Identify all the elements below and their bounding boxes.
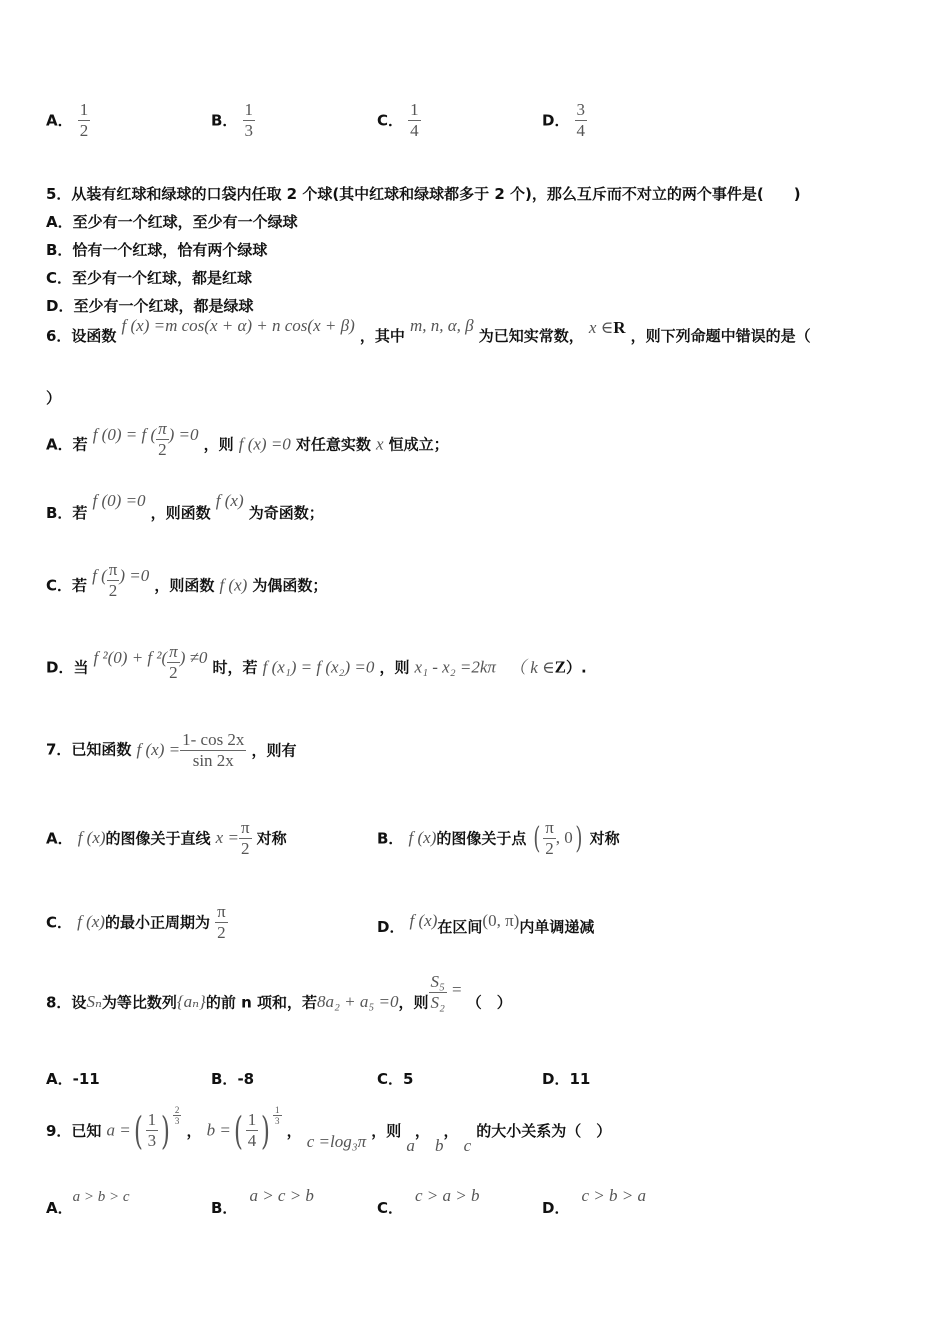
option-letter: C．	[377, 1070, 404, 1088]
option-text: 的最小正周期为	[104, 913, 210, 932]
math-expr: x₁ - x₂ =2kπ	[414, 657, 496, 677]
q6-option-a[interactable]	[46, 419, 449, 465]
math-expr: a =	[106, 1120, 131, 1140]
math-expr: b =	[206, 1120, 231, 1140]
fraction: $\frac{3}{4}$	[576, 100, 586, 140]
fraction: $\frac{\pi}{2}$	[217, 902, 226, 942]
fraction: $\frac{1}{2}$	[79, 100, 89, 140]
q6-domain: x ∈	[588, 318, 614, 337]
fraction: $\frac{\pi}{2}$	[158, 419, 167, 459]
q6-option-d[interactable]	[46, 642, 587, 688]
fraction: $\frac{\pi}{2}$	[545, 818, 554, 858]
option-value: 11	[569, 1070, 591, 1088]
math-var: c	[463, 1136, 472, 1155]
option-text: 为偶函数；	[252, 576, 328, 595]
option-letter: C．	[46, 913, 73, 932]
q7-number: 7．已知函数	[46, 740, 132, 759]
left-paren: (	[133, 1108, 143, 1153]
option-text: 对任意实数	[295, 435, 371, 454]
q8-option-a[interactable]	[46, 1068, 100, 1089]
math-expr: f (x)	[409, 911, 438, 930]
q9-stem	[46, 1105, 611, 1153]
option-letter: A．	[46, 829, 73, 848]
math-expr: f (x)	[77, 912, 105, 932]
q6-text: ，则下列命题中错误的是（	[630, 327, 811, 345]
option-letter: D．	[542, 111, 570, 130]
fraction: $\frac{1}{3}$	[244, 100, 254, 140]
option-value: c > b > a	[581, 1186, 646, 1205]
math-expr: f (x)	[215, 491, 244, 510]
q8-option-d[interactable]	[542, 1068, 590, 1089]
fraction: $\frac{\text{S₅}}{\text{S₂}}$	[430, 972, 445, 1012]
q8-number: 8．设	[46, 993, 87, 1012]
fraction: $\frac{1}{3}$	[147, 1110, 157, 1150]
math-expr: f (0) =0	[92, 491, 146, 510]
option-text: 对称	[589, 829, 620, 848]
q6-constants: m, n, α, β	[409, 316, 474, 335]
option-value: -8	[237, 1070, 255, 1088]
option-text: 在区间	[437, 918, 483, 936]
answer-paren: （ ）	[466, 993, 512, 1012]
option-letter: C．	[377, 1199, 404, 1217]
option-text: 对称	[256, 829, 287, 848]
q9-text: 的大小关系为（ ）	[476, 1122, 612, 1140]
math-expr: f (x)	[77, 828, 106, 848]
option-label: B．若	[46, 504, 88, 522]
q6-real-set: R	[613, 318, 626, 337]
option-text: 的图像关于直线	[105, 829, 211, 848]
fraction: $\frac{1}{4}$	[247, 1110, 257, 1150]
math-expr: f (	[92, 565, 107, 585]
math-expr: f ²(0) + f ²(	[93, 647, 168, 667]
q7-option-b[interactable]	[377, 818, 620, 858]
q6-option-b[interactable]	[46, 491, 324, 523]
option-text: 恒成立；	[388, 435, 449, 454]
math-expr: ) =0	[168, 424, 199, 444]
option-label: C．若	[46, 576, 88, 595]
q7-text: ，则有	[251, 741, 297, 760]
option-letter: A．	[46, 1070, 73, 1088]
option-letter: A．	[46, 1199, 73, 1217]
fraction: $\frac{\pi}{2}$	[240, 818, 250, 858]
right-paren: )	[575, 820, 583, 856]
option-letter: D．	[542, 1070, 570, 1088]
option-letter: C．	[377, 111, 404, 130]
math-expr: （ k ∈	[509, 657, 555, 677]
math-expr: f (x)	[408, 828, 437, 848]
option-letter: D．	[377, 918, 405, 936]
q9-text: ，	[414, 1122, 430, 1140]
math-expr: (0, π)	[482, 911, 520, 930]
option-letter: B．	[211, 1070, 238, 1088]
option-label: D．当	[46, 658, 89, 677]
right-paren: )	[261, 1108, 271, 1153]
option-text: ，则	[203, 435, 234, 454]
q4-option-d[interactable]	[542, 100, 587, 140]
q5-stem: 5．从装有红球和绿球的口袋内任取 2 个球(其中红球和绿球都多于 2 个)，那么互斥而不对立的两个事件是( )	[46, 185, 801, 203]
right-paren: )	[161, 1108, 170, 1153]
q7-stem	[46, 730, 297, 770]
q9-text: ，	[443, 1122, 459, 1140]
math-var: x	[376, 434, 384, 454]
q9-option-a[interactable]	[46, 1185, 130, 1217]
q5-option-b[interactable]: B．恰有一个红球，恰有两个绿球	[46, 241, 268, 259]
q4-option-b[interactable]	[211, 100, 255, 140]
q6-stem	[46, 316, 811, 346]
math-expr: ) ≠0	[179, 647, 208, 667]
equals: =	[452, 979, 462, 999]
option-value: a > b > c	[72, 1189, 130, 1205]
option-letter: B．	[377, 829, 404, 848]
option-text: 时，若	[212, 658, 258, 677]
option-value: c > a > b	[415, 1186, 480, 1205]
q8-option-c[interactable]	[377, 1068, 413, 1089]
option-text: 的图像关于点	[436, 829, 527, 848]
q6-option-c[interactable]	[46, 560, 328, 606]
q5-option-a[interactable]: A．至少有一个红球，至少有一个绿球	[46, 213, 298, 231]
math-expr: f (x) =0	[238, 434, 291, 454]
q6-stem-close: ）	[46, 389, 62, 407]
fraction: $\frac{\pi}{2}$	[108, 560, 118, 600]
fraction: $\frac{\pi}{2}$	[169, 642, 178, 682]
math-expr: f (x)	[219, 575, 248, 595]
math-expr: f (x) =	[136, 740, 181, 760]
q8-option-b[interactable]	[211, 1068, 254, 1089]
math-expr: {aₙ}	[176, 992, 206, 1012]
q7-option-a[interactable]	[46, 818, 287, 858]
q5-option-d[interactable]: D．至少有一个红球，都是绿球	[46, 297, 254, 315]
math-expr: , 0	[555, 828, 573, 848]
q8-text: ，则	[398, 993, 429, 1012]
q4-option-a[interactable]	[46, 100, 90, 140]
option-text: 为奇函数；	[248, 504, 324, 522]
option-letter: A．	[46, 111, 73, 130]
option-value: a > c > b	[249, 1186, 314, 1205]
math-var: a	[406, 1136, 415, 1155]
exponent-fraction: $\frac{2}{3}$	[174, 1105, 180, 1127]
math-expr: Sₙ	[86, 992, 102, 1012]
option-value: -11	[72, 1070, 100, 1088]
q4-option-c[interactable]	[377, 100, 421, 140]
math-var: b	[434, 1136, 444, 1155]
q5-option-c[interactable]: C．至少有一个红球，都是红球	[46, 269, 253, 287]
q9-option-d[interactable]	[542, 1185, 646, 1217]
option-text: ，则	[379, 658, 410, 677]
q8-text: 的前 n 项和，若	[205, 993, 317, 1012]
left-paren: (	[533, 820, 541, 856]
math-expr: c =log₃π	[306, 1132, 367, 1151]
math-expr: f (0) = f (	[92, 424, 157, 444]
math-expr: f (x₁) = f (x₂) =0	[262, 657, 375, 677]
option-value: 5	[403, 1070, 414, 1088]
option-text: ，则函数	[150, 504, 211, 522]
math-expr: x =	[215, 828, 239, 848]
integer-set: Z	[554, 657, 566, 677]
option-letter: B．	[211, 111, 238, 130]
math-expr: ) =0	[119, 565, 150, 585]
q8-stem	[46, 972, 512, 1022]
option-text: ，则函数	[154, 576, 215, 595]
q6-number: 6．设函数	[46, 327, 117, 345]
q9-option-b[interactable]	[211, 1185, 314, 1217]
fraction: $\frac{1- \cos 2x}{\sin 2x}$	[182, 730, 245, 770]
option-text: 内单调递减	[519, 918, 595, 936]
q9-text: ，	[186, 1122, 202, 1140]
math-expr: 8a₂ + a₅ =0	[316, 992, 399, 1012]
exponent-fraction: $\frac{1}{3}$	[275, 1105, 280, 1127]
q7-option-c[interactable]	[46, 902, 228, 942]
option-label: A．若	[46, 435, 88, 454]
option-letter: B．	[211, 1199, 238, 1217]
q9-text: ，则	[371, 1122, 402, 1140]
q6-text: 为已知实常数，	[478, 327, 584, 345]
q9-number: 9．已知	[46, 1122, 102, 1140]
q9-text: ，	[286, 1122, 302, 1140]
q8-text: 为等比数列	[101, 993, 177, 1012]
fraction: $\frac{1}{4}$	[410, 100, 419, 140]
left-paren: (	[233, 1108, 243, 1153]
q6-text: ，其中	[359, 327, 405, 345]
q7-option-d[interactable]	[377, 911, 595, 937]
option-text: ）.	[565, 658, 587, 677]
q9-option-c[interactable]	[377, 1185, 480, 1217]
option-letter: D．	[542, 1199, 570, 1217]
q6-function: f (x) =m cos(x + α) + n cos(x + β)	[121, 316, 355, 335]
